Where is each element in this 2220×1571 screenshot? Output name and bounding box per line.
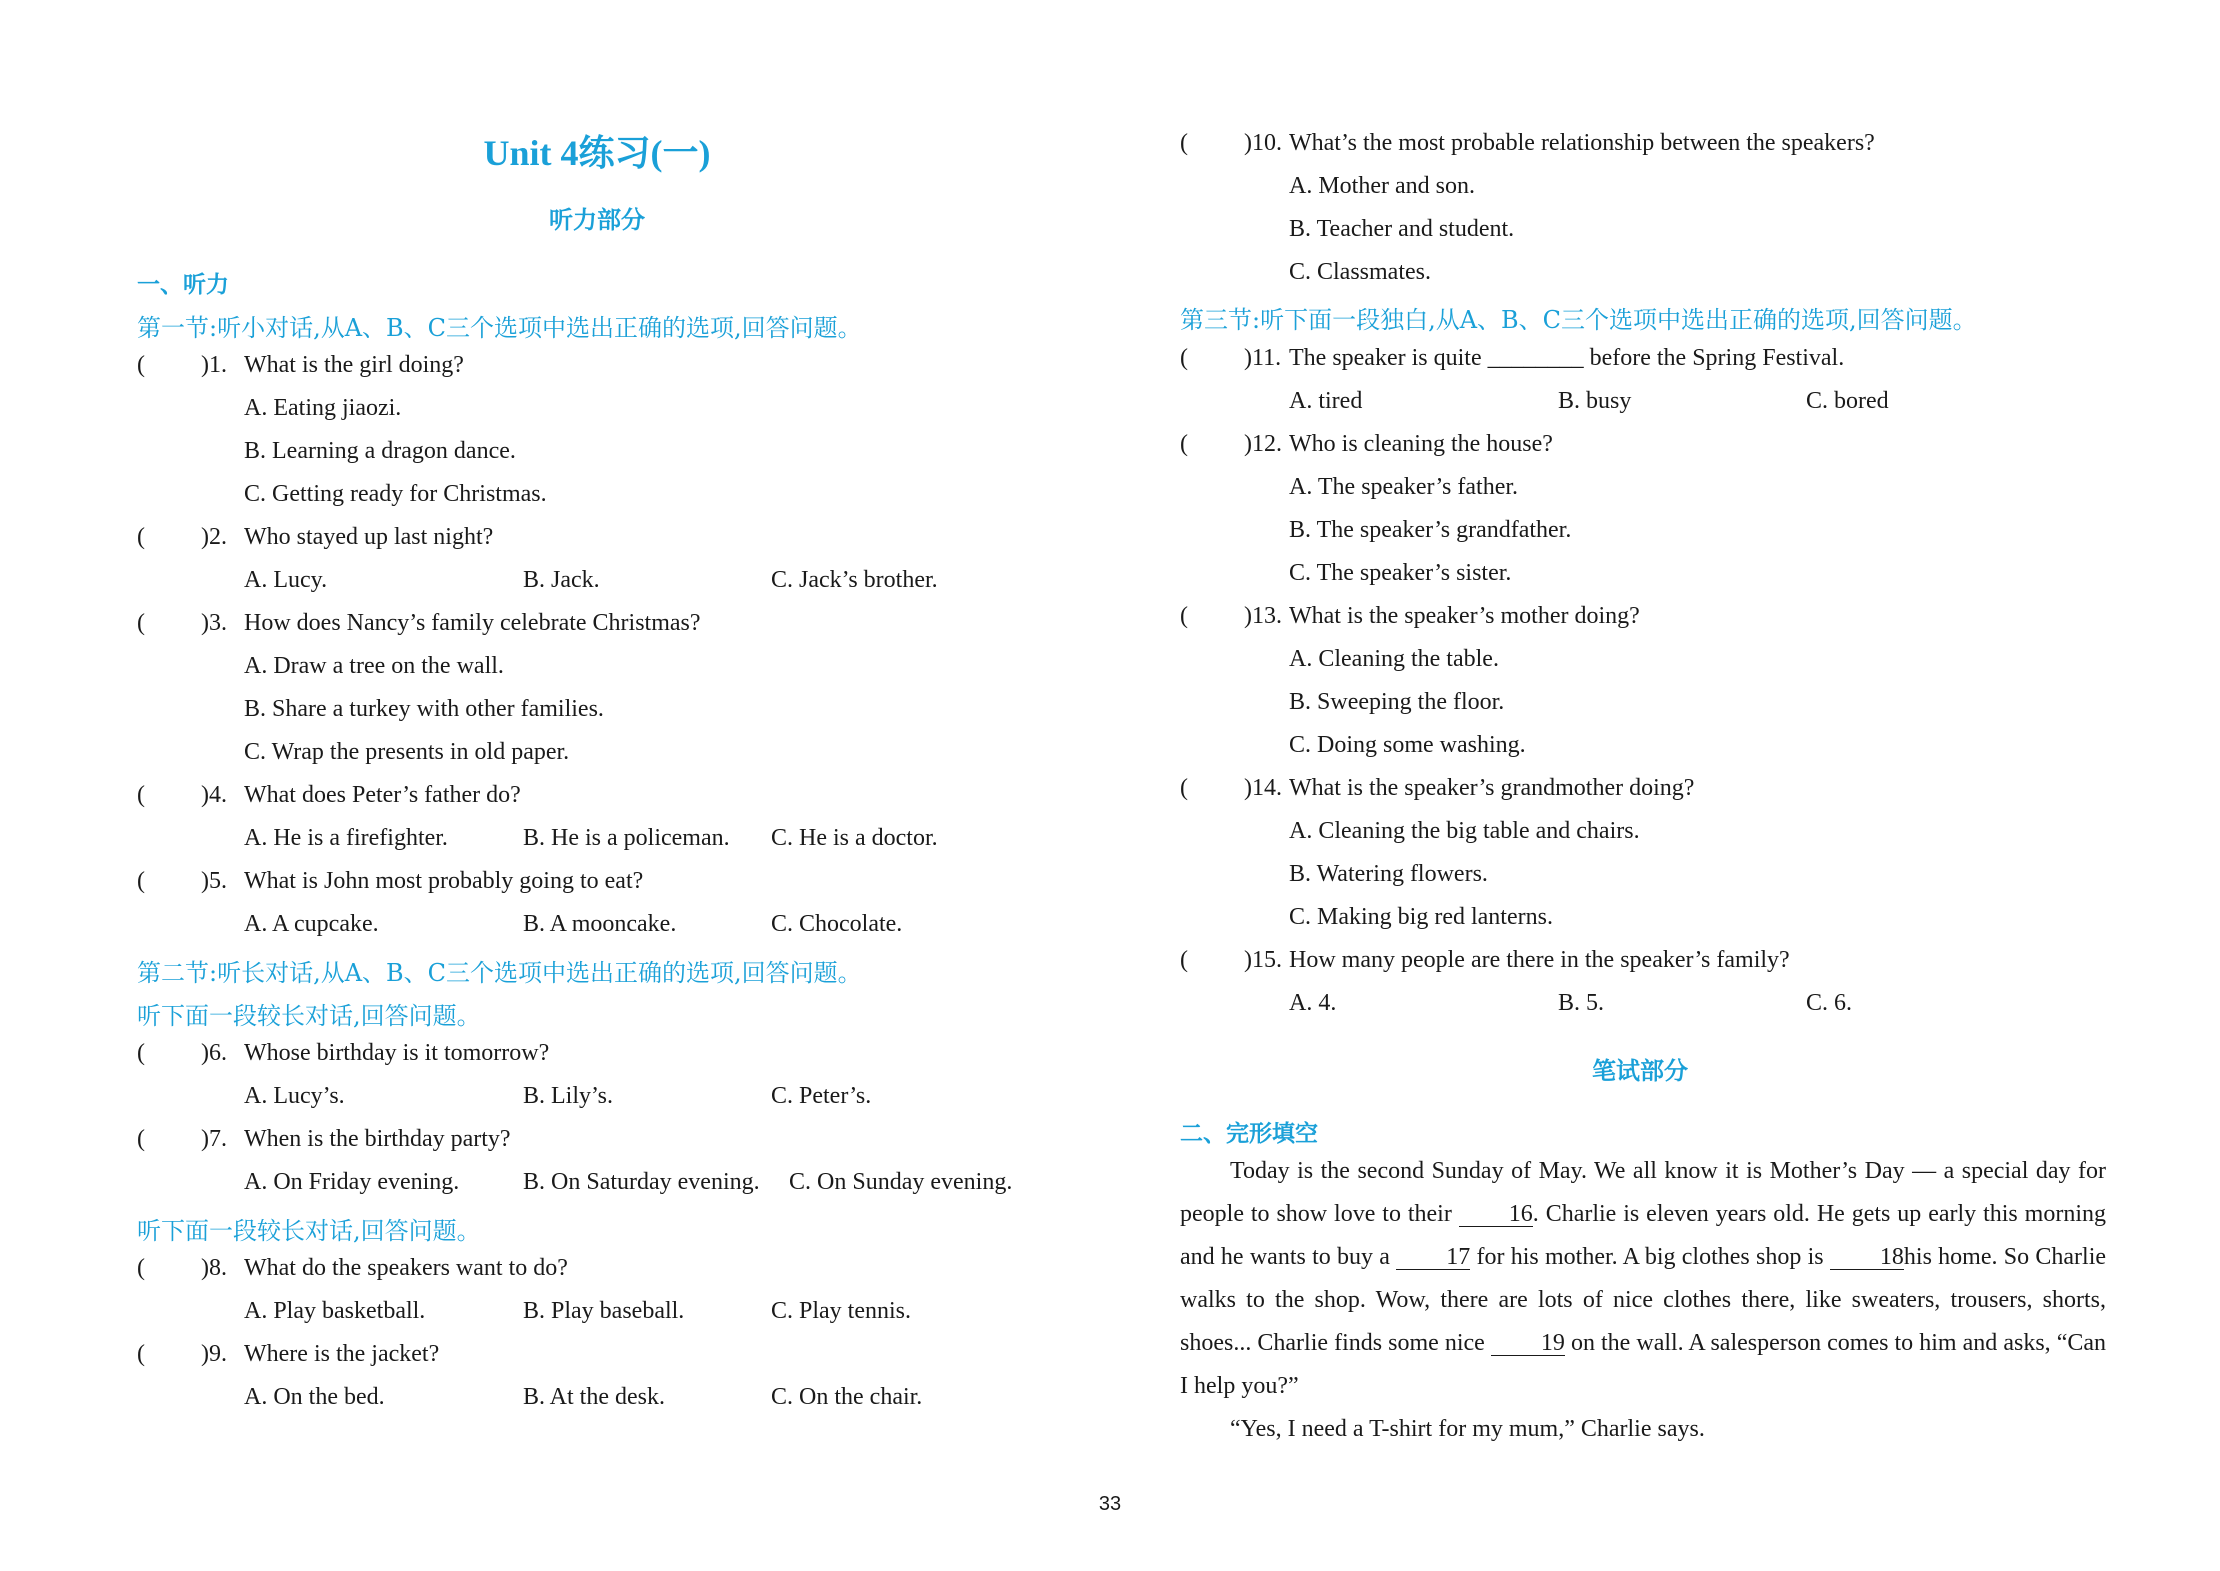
question-text: What do the speakers want to do? <box>244 1255 568 1281</box>
cloze-paragraph-1 <box>1180 1150 2106 1408</box>
option-c[interactable]: C. Jack’s brother. <box>771 567 938 593</box>
question-number: )10. <box>1244 130 1282 156</box>
answer-paren[interactable]: ( <box>1180 130 1188 156</box>
option-b[interactable]: B. A mooncake. <box>523 911 677 937</box>
question-number: )1. <box>201 352 227 378</box>
option-a[interactable]: A. tired <box>1289 388 1363 414</box>
option-a[interactable]: A. Cleaning the table. <box>1289 646 1499 672</box>
option-a[interactable]: A. Cleaning the big table and chairs. <box>1289 818 1640 844</box>
answer-paren[interactable]: ( <box>137 1341 145 1367</box>
question-text: What is the speaker’s grandmother doing? <box>1289 775 1695 801</box>
option-c[interactable]: C. He is a doctor. <box>771 825 938 851</box>
option-a[interactable]: A. The speaker’s father. <box>1289 474 1519 500</box>
option-a[interactable]: A. He is a firefighter. <box>244 825 448 851</box>
question-text: Who is cleaning the house? <box>1289 431 1553 457</box>
question-number: )8. <box>201 1255 227 1281</box>
answer-paren[interactable]: ( <box>1180 431 1188 457</box>
option-b[interactable]: B. Learning a dragon dance. <box>244 438 516 464</box>
cloze-blank-17[interactable]: 17 <box>1396 1245 1470 1270</box>
part-2-instruction: 第二节:听长对话,从A、B、C三个选项中选出正确的选项,回答问题。 <box>137 959 862 987</box>
question-text: The speaker is quite ________ before the Spring Festival. <box>1289 345 1845 371</box>
section-1-heading: 一、听力 <box>137 272 229 298</box>
part-2-sub-instruction-1: 听下面一段较长对话,回答问题。 <box>137 1002 481 1030</box>
listening-part-title: 听力部分 <box>549 206 645 234</box>
written-part-title: 笔试部分 <box>1592 1057 1688 1085</box>
cloze-blank-16[interactable]: 16 <box>1459 1202 1533 1227</box>
option-a[interactable]: A. Play basketball. <box>244 1298 426 1324</box>
option-a[interactable]: A. A cupcake. <box>244 911 379 937</box>
answer-paren[interactable]: ( <box>137 524 145 550</box>
option-c[interactable]: C. Play tennis. <box>771 1298 912 1324</box>
option-a[interactable]: A. Draw a tree on the wall. <box>244 653 504 679</box>
section-2-heading: 二、完形填空 <box>1180 1121 1318 1147</box>
option-b[interactable]: B. At the desk. <box>523 1384 665 1410</box>
option-a[interactable]: A. 4. <box>1289 990 1337 1016</box>
question-text: What’s the most probable relationship between the speakers? <box>1289 130 1875 156</box>
question-number: )13. <box>1244 603 1282 629</box>
option-b[interactable]: B. busy <box>1558 388 1632 414</box>
question-text: What is the speaker’s mother doing? <box>1289 603 1640 629</box>
answer-paren[interactable]: ( <box>137 1255 145 1281</box>
option-b[interactable]: B. Play baseball. <box>523 1298 685 1324</box>
question-number: )7. <box>201 1126 227 1152</box>
question-number: )6. <box>201 1040 227 1066</box>
answer-paren[interactable]: ( <box>137 610 145 636</box>
option-b[interactable]: B. On Saturday evening. <box>523 1169 760 1195</box>
question-number: )9. <box>201 1341 227 1367</box>
option-c[interactable]: C. Peter’s. <box>771 1083 872 1109</box>
question-number: )3. <box>201 610 227 636</box>
question-text: When is the birthday party? <box>244 1126 511 1152</box>
answer-paren[interactable]: ( <box>137 1040 145 1066</box>
option-b[interactable]: B. 5. <box>1558 990 1605 1016</box>
option-a[interactable]: A. Eating jiaozi. <box>244 395 402 421</box>
page-number: 33 <box>1098 1493 1122 1515</box>
cloze-text: for his mother. A big clothes shop is <box>1476 1244 1824 1270</box>
question-text: Who stayed up last night? <box>244 524 494 550</box>
question-number: )14. <box>1244 775 1282 801</box>
answer-paren[interactable]: ( <box>1180 775 1188 801</box>
option-b[interactable]: B. He is a policeman. <box>523 825 730 851</box>
option-c[interactable]: C. Doing some washing. <box>1289 732 1526 758</box>
option-b[interactable]: B. Watering flowers. <box>1289 861 1488 887</box>
option-c[interactable]: C. Making big red lanterns. <box>1289 904 1553 930</box>
answer-paren[interactable]: ( <box>137 782 145 808</box>
option-a[interactable]: A. On Friday evening. <box>244 1169 460 1195</box>
option-a[interactable]: A. Lucy’s. <box>244 1083 345 1109</box>
question-text: What is John most probably going to eat? <box>244 868 644 894</box>
question-text: How many people are there in the speaker’s family? <box>1289 947 1790 973</box>
question-text: What is the girl doing? <box>244 352 464 378</box>
cloze-text: Today is the second Sunday of May. We all know it is Mother’s Day — a special day for people to show love to their <box>1180 1158 2106 1227</box>
option-c[interactable]: C. On Sunday evening. <box>789 1169 1013 1195</box>
option-a[interactable]: A. On the bed. <box>244 1384 385 1410</box>
option-b[interactable]: B. Teacher and student. <box>1289 216 1515 242</box>
part-3-instruction: 第三节:听下面一段独白,从A、B、C三个选项中选出正确的选项,回答问题。 <box>1180 306 1977 334</box>
option-a[interactable]: A. Mother and son. <box>1289 173 1475 199</box>
cloze-text: on the wall. A salesperson comes to him and asks, “Can I help you?” <box>1180 1330 2107 1399</box>
question-text: What does Peter’s father do? <box>244 782 521 808</box>
question-text: How does Nancy’s family celebrate Christmas? <box>244 610 701 636</box>
option-b[interactable]: B. Jack. <box>523 567 600 593</box>
cloze-text: his home. So Charlie walks to the shop. Wow, there are lots of nice clothes there, like sweaters, trousers, shorts, shoes... Charlie finds some nice <box>1180 1244 2107 1356</box>
question-number: )5. <box>201 868 227 894</box>
option-b[interactable]: B. Share a turkey with other families. <box>244 696 604 722</box>
question-text: Whose birthday is it tomorrow? <box>244 1040 550 1066</box>
answer-paren[interactable]: ( <box>1180 345 1188 371</box>
answer-paren[interactable]: ( <box>1180 947 1188 973</box>
question-number: )4. <box>201 782 227 808</box>
option-c[interactable]: C. Classmates. <box>1289 259 1431 285</box>
option-c[interactable]: C. On the chair. <box>771 1384 923 1410</box>
question-number: )15. <box>1244 947 1282 973</box>
question-number: )12. <box>1244 431 1282 457</box>
answer-paren[interactable]: ( <box>137 352 145 378</box>
option-c[interactable]: C. Chocolate. <box>771 911 903 937</box>
answer-paren[interactable]: ( <box>137 868 145 894</box>
question-text: Where is the jacket? <box>244 1341 440 1367</box>
option-a[interactable]: A. Lucy. <box>244 567 328 593</box>
part-1-instruction: 第一节:听小对话,从A、B、C三个选项中选出正确的选项,回答问题。 <box>137 314 862 342</box>
part-2-sub-instruction-2: 听下面一段较长对话,回答问题。 <box>137 1217 481 1245</box>
answer-paren[interactable]: ( <box>137 1126 145 1152</box>
cloze-passage <box>1180 1150 2106 1451</box>
question-number: )11. <box>1244 345 1282 371</box>
option-b[interactable]: B. Lily’s. <box>523 1083 614 1109</box>
option-c[interactable]: C. Getting ready for Christmas. <box>244 481 547 507</box>
page-title: Unit 4练习(一) <box>483 133 711 173</box>
cloze-blank-18[interactable]: 18 <box>1830 1245 1904 1270</box>
option-c[interactable]: C. The speaker’s sister. <box>1289 560 1512 586</box>
cloze-paragraph-2: “Yes, I need a T-shirt for my mum,” Charlie says. <box>1230 1416 1705 1442</box>
option-b[interactable]: B. Sweeping the floor. <box>1289 689 1505 715</box>
question-number: )2. <box>201 524 227 550</box>
option-c[interactable]: C. 6. <box>1806 990 1853 1016</box>
cloze-blank-19[interactable]: 19 <box>1491 1331 1565 1356</box>
cloze-text: . Charlie is eleven years old. He gets up early this morning and he wants to buy a <box>1180 1201 2107 1270</box>
option-c[interactable]: C. Wrap the presents in old paper. <box>244 739 570 765</box>
option-b[interactable]: B. The speaker’s grandfather. <box>1289 517 1572 543</box>
answer-paren[interactable]: ( <box>1180 603 1188 629</box>
option-c[interactable]: C. bored <box>1806 388 1889 414</box>
